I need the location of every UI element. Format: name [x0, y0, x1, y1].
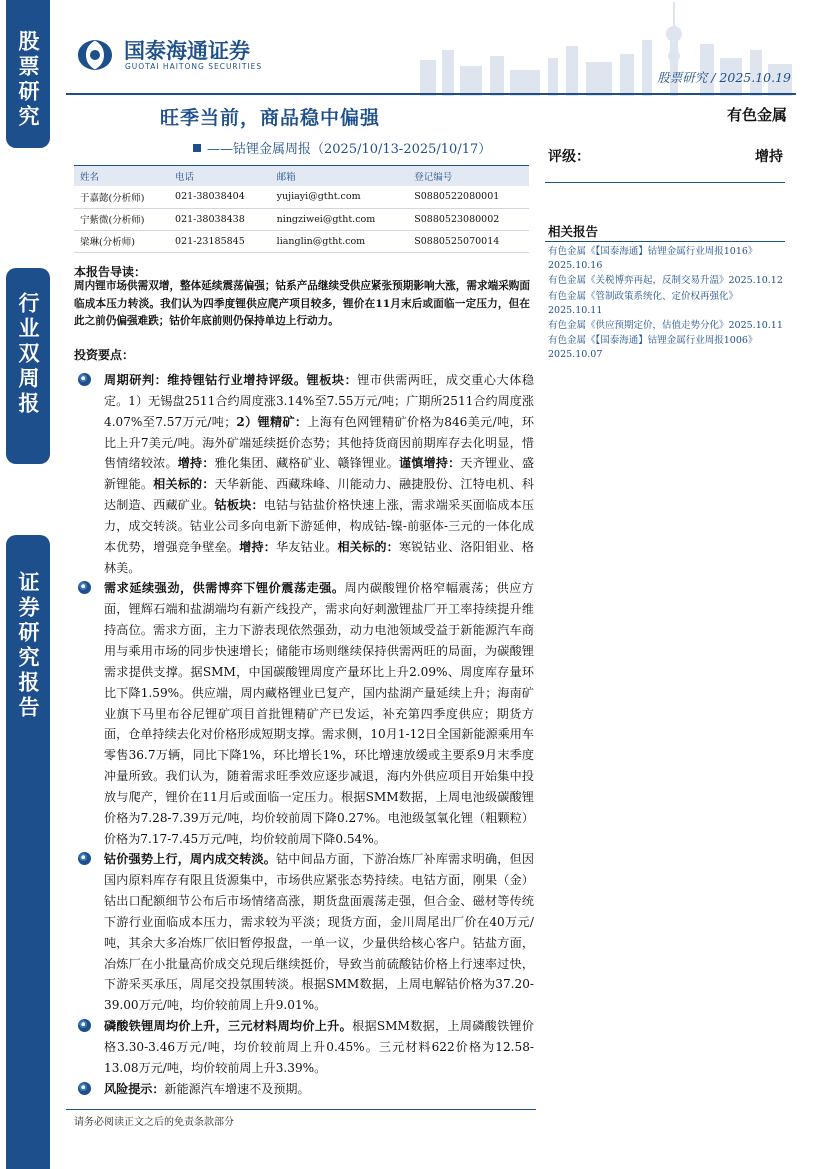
- guide-text: 周内锂市场供需双增，整体延续震荡偏强；钴系产品继续受供应紧张预期影响大涨，需求端采购面临成本压力转淡。我们认为四季度锂供应爬产项目较多，锂价在11月末后或面临一定压力，但在此之前仍偏强难跌；钴价年底前则仍保持单边上行动力。: [74, 280, 530, 327]
- related-reports-title: 相关报告: [548, 224, 599, 239]
- sidebar-tag-label: 行业双周报: [16, 292, 40, 417]
- point-text: 雅化集团、藏格矿业、赣锋锂业。: [214, 456, 399, 471]
- analyst-name: 宁紫微(分析师): [74, 208, 169, 230]
- point-keyword: 谨慎增持：: [398, 456, 461, 471]
- related-report-link[interactable]: 有色金属《【国泰海通】钴锂金属行业周报1006》2025.10.07: [548, 335, 758, 361]
- point-text: 寒锐钴业、洛阳钼业、格林美。: [104, 539, 534, 575]
- related-report-link[interactable]: 有色金属《关税博弈再起，反制交易升温》2025.10.12: [548, 275, 783, 287]
- analyst-phone: 021-38038404: [169, 186, 271, 208]
- logo-text-en: GUOTAI HAITONG SECURITIES: [125, 61, 263, 71]
- analyst-phone: 021-38038438: [169, 208, 271, 230]
- sidebar-tag-biweekly: [6, 268, 50, 464]
- point-text: 周内碳酸锂价格窄幅震荡；供应方面，锂辉石端和盐湖端均有新产线投产，需求向好刺激锂盐厂开工率持续提升维持高位。需求方面，主力下游表现依然强劲，动力电池领域受益于新能源汽车商用与乘用市场的同步快速增长；储能市场则继续保持供需两旺的局面，为碳酸锂需求提供支撑。据SMM，中国碳酸锂周度产量环比上升2.09%、周度库存量环比下降1.59%。供应端，周内藏格锂业已复产，国内盐湖产量延续上升；海南矿业旗下马里布谷尼锂矿项目首批锂精矿产已发运，补充第四季度供应；期货方面，仓单持续去化对价格形成短期支撑。需求侧，10月1-12日全国新能源乘用车零售36.7万辆，同比下降1%，环比增长1%，环比增速放缓或主要系9月末季度冲量所致。我们认为，随着需求旺季效应逐步减退，海内外供应项目开始集中投放与爬产，锂价在11月后或面临一定压力。根据SMM数据，上周电池级碳酸锂价格为7.28-7.39万元/吨，均价较前周下降0.27%。电池级氢氧化锂（粗颗粒）价格为7.17-7.45万元/吨，均价较前周下降0.54%。: [104, 581, 534, 846]
- guide-title: 本报告导读：: [74, 265, 147, 279]
- analyst-table-header: [74, 166, 529, 187]
- point-text: 新能源汽车增速不及预期。: [164, 1081, 310, 1096]
- point-text: 华友钴业。: [276, 539, 338, 554]
- sector-name: 有色金属: [726, 106, 787, 124]
- subtitle-text: ——钴锂金属周报（2025/10/13-2025/10/17）: [207, 142, 492, 157]
- report-subtitle: [193, 138, 491, 157]
- bullet-icon: [78, 852, 91, 865]
- table-row: [74, 208, 529, 230]
- rating-label: 评级：: [548, 149, 590, 165]
- table-row: [74, 186, 529, 208]
- header-divider: [66, 93, 796, 95]
- column-header: 邮箱: [271, 166, 409, 187]
- footer-divider: [66, 1109, 536, 1110]
- doc-type-date: [657, 68, 791, 86]
- point-lead: 钴价强势上行，周内成交转淡。: [104, 852, 277, 867]
- analyst-email[interactable]: lianglin@gtht.com: [271, 230, 409, 252]
- sidebar-tag-label: 证券研究报告: [16, 571, 40, 721]
- investment-point: [74, 1079, 534, 1100]
- point-text: 天齐锂业、盛新锂能。: [104, 456, 534, 492]
- sidebar-tag-label: 股票研究: [16, 30, 40, 130]
- left-sidebar: [0, 0, 58, 1169]
- related-divider: [545, 241, 785, 242]
- investment-points-title: 投资要点：: [74, 348, 135, 362]
- sidebar-tag-securities-report: [6, 535, 50, 1169]
- analyst-name: 于嘉懿(分析师): [74, 186, 169, 208]
- report-title: 旺季当前，商品稳中偏强: [160, 107, 381, 129]
- investment-point: [74, 370, 534, 578]
- bullet-icon: [78, 1082, 91, 1095]
- point-keyword: 相关标的：: [337, 539, 399, 554]
- analyst-phone: 021-23185845: [169, 230, 271, 252]
- investment-point: [74, 578, 534, 849]
- company-logo: [74, 38, 262, 72]
- analyst-email[interactable]: yujiayi@gtht.com: [271, 186, 409, 208]
- point-text: 钴中间品方面，下游冶炼厂补库需求明确，但因国内原料库存有限且货源集中，市场供应紧张态势持续。电钴方面，刚果（金）钴出口配额细节公布后市场情绪高涨，期货盘面震荡走强，但合金、磁材等传统下游行业面临成本压力，需求较为平淡；现货方面，金川周尾出厂价在40万元/吨，其余大多冶炼厂依旧暂停报盘，一单一议，少量供给核心客户。钴盐方面，冶炼厂在小批量高价成交兑现后继续挺价，导致当前硫酸钴价格上行速率过快，下游采买承压，周尾交投氛围转淡。根据SMM数据，上周电解钴价格为37.20-39.00万元/吨，均价较前周上升9.01%。: [104, 852, 534, 1013]
- point-lead: 需求延续强劲，供需博弈下锂价震荡走强。: [104, 581, 345, 596]
- analyst-table: [74, 165, 529, 253]
- point-keyword: 增持：: [239, 539, 277, 554]
- analyst-reg-no: S0880525070014: [408, 230, 529, 252]
- analyst-name: 梁琳(分析师): [74, 230, 169, 252]
- investment-point: [74, 849, 534, 1016]
- point-text: 电钴与钴盐价格快速上涨，需求端采买面临成本压力，成交转淡。钴业公司多向电新下游延伸，构成钴-镍-前驱体-三元的一体化成本优势，增强竞争壁垒。: [104, 498, 534, 554]
- related-report-link[interactable]: 有色金属《管制政策系统化、定价权再强化》2025.10.11: [548, 290, 739, 316]
- logo-mark-icon: [74, 38, 116, 72]
- point-lead: 风险提示：: [104, 1081, 165, 1096]
- point-keyword: 钴板块：: [214, 498, 264, 513]
- analyst-reg-no: S0880523080002: [408, 208, 529, 230]
- rating-value: 增持: [755, 149, 783, 165]
- column-header: 姓名: [74, 166, 169, 187]
- column-header: 电话: [169, 166, 271, 187]
- bullet-icon: [78, 581, 91, 594]
- point-lead: 周期研判：维持锂钴行业增持评级。: [104, 373, 307, 387]
- meta-separator: /: [711, 70, 720, 85]
- related-report-link[interactable]: 有色金属《供应预期定价，估值走势分化》2025.10.11: [548, 320, 783, 332]
- investment-point: [74, 1016, 534, 1079]
- related-report-link[interactable]: 有色金属《【国泰海通】钴锂金属行业周报1016》2025.10.16: [548, 246, 758, 272]
- column-header: 登记编号: [408, 166, 529, 187]
- related-reports-list: [548, 245, 788, 364]
- analyst-email[interactable]: ningziwei@gtht.com: [271, 208, 409, 230]
- point-text: 天华新能、西藏珠峰、川能动力、融捷股份、江特电机、科达制造、西藏矿业。: [104, 477, 534, 513]
- report-date: 2025.10.19: [719, 70, 791, 85]
- bullet-icon: [78, 1019, 91, 1032]
- bullet-icon: [78, 373, 91, 386]
- point-text: 锂市供需两旺，成交重心大体稳定。1）无锡盘2511合约周度涨3.14%至7.55万元/吨；广期所2511合约周度涨4.07%至7.57万元/吨；: [104, 373, 534, 429]
- sidebar-tag-stock-research: [6, 0, 50, 148]
- disclaimer-note: 请务必阅读正文之后的免责条款部分: [74, 1117, 234, 1128]
- point-lead: 磷酸铁锂周均价上升，三元材料周均价上升。: [104, 1019, 353, 1034]
- point-text: 根据SMM数据，上周磷酸铁锂价格3.30-3.46万元/吨，均价较前周上升0.45%。三元材料622价格为12.58-13.08万元/吨，均价较前周上升3.39%。: [104, 1019, 534, 1075]
- logo-text-cn: 国泰海通证券: [124, 38, 250, 63]
- point-keyword: 增持：: [177, 456, 215, 471]
- rating-divider: [545, 182, 785, 183]
- point-text: 上海有色网锂精矿价格为846美元/吨，环比上升7美元/吨。海外矿端延续挺价态势；其他持货商因前期库存去化明显，惜售情绪较浓。: [104, 414, 534, 471]
- investment-points: [74, 370, 534, 1100]
- point-keyword: 2）锂精矿：: [236, 414, 308, 429]
- square-bullet-icon: [193, 144, 201, 152]
- doc-type: 股票研究: [657, 70, 708, 85]
- point-keyword: 相关标的：: [153, 477, 215, 492]
- table-row: [74, 230, 529, 252]
- point-keyword: 锂板块：: [306, 373, 358, 387]
- analyst-reg-no: S0880522080001: [408, 186, 529, 208]
